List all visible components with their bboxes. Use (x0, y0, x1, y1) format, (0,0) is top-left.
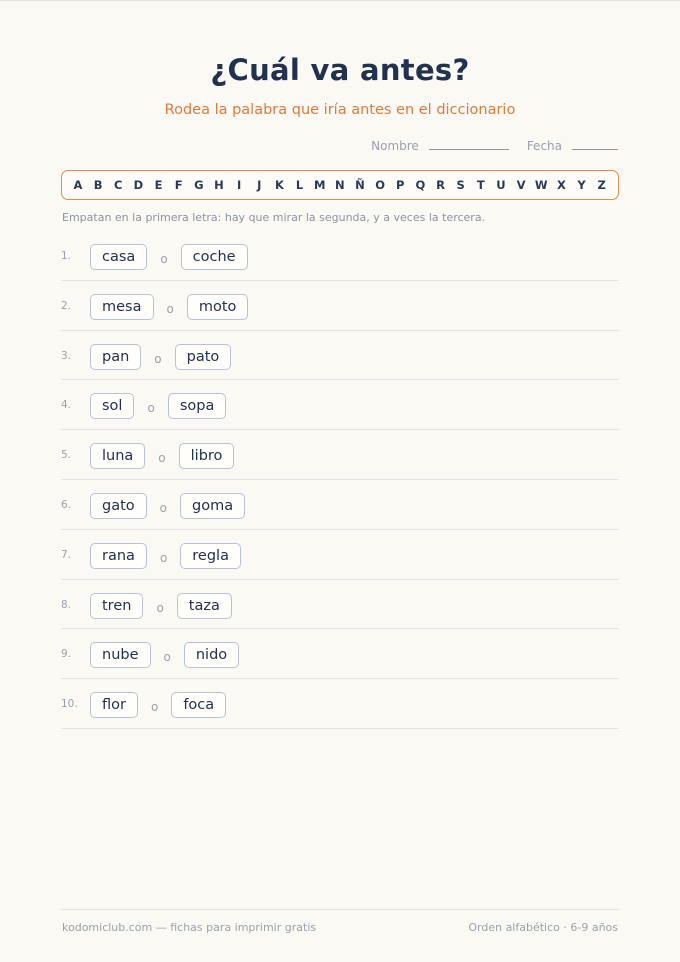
alphabet-letter: F (174, 178, 183, 192)
connector-or: o (154, 351, 162, 366)
connector-or: o (160, 252, 168, 266)
word-option-second[interactable]: moto (187, 294, 249, 320)
name-date-fields (371, 139, 618, 153)
page-subtitle: Rodea la palabra que iría antes en el diccionario (164, 102, 516, 118)
alphabet-letter: H (214, 178, 224, 192)
footer-site: kodomiclub.com — fichas para imprimir gratis (62, 921, 317, 934)
connector-or: o (159, 500, 167, 515)
exercise-number: 6. (61, 498, 72, 511)
word-option-first[interactable]: sol (90, 393, 134, 419)
alphabet-letter: C (114, 178, 123, 192)
alphabet-letter: Ñ (355, 178, 365, 192)
page-title: ¿Cuál va antes? (210, 53, 470, 87)
exercise-row (61, 629, 619, 679)
exercise-number: 10. (61, 698, 78, 711)
alphabet-letter: U (496, 178, 506, 192)
word-option-first[interactable]: tren (90, 593, 143, 619)
alphabet-letter: S (456, 178, 465, 192)
footer-topic: Orden alfabético · 6-9 años (468, 921, 618, 934)
connector-or: o (150, 700, 159, 715)
exercise-number: 8. (61, 598, 72, 611)
alphabet-letter: E (154, 178, 163, 192)
alphabet-letter: I (236, 178, 242, 192)
alphabet-letter: Q (415, 178, 426, 192)
exercise-row (61, 281, 619, 331)
footer-divider (61, 909, 619, 910)
name-label: Nombre (371, 139, 419, 153)
word-choices (90, 294, 248, 320)
word-choices (90, 642, 239, 668)
word-choices (90, 593, 232, 619)
word-option-first[interactable]: mesa (90, 294, 154, 320)
word-option-second[interactable]: taza (177, 593, 232, 619)
word-choices (90, 493, 245, 519)
connector-or: o (159, 550, 168, 565)
alphabet-letter: Z (597, 178, 606, 192)
alphabet-letter: W (534, 178, 548, 192)
exercise-list (61, 231, 619, 729)
word-option-second[interactable]: sopa (168, 393, 227, 419)
connector-or: o (158, 451, 166, 466)
word-option-second[interactable]: goma (180, 493, 245, 519)
word-choices (90, 443, 234, 469)
alphabet-letter: N (335, 178, 345, 192)
exercise-number: 4. (61, 399, 72, 412)
connector-or: o (163, 650, 171, 665)
exercise-number: 2. (61, 299, 72, 312)
alphabet-letter: G (194, 178, 204, 192)
alphabet-strip (61, 170, 619, 200)
alphabet-letter: X (556, 178, 566, 192)
exercise-number: 5. (61, 449, 72, 462)
word-option-second[interactable]: regla (180, 543, 241, 569)
date-line[interactable] (572, 140, 618, 150)
word-choices (90, 244, 248, 270)
word-choices (90, 543, 241, 569)
word-option-second[interactable]: coche (181, 244, 248, 270)
word-option-second[interactable]: foca (171, 692, 226, 718)
alphabet-letter: O (375, 178, 385, 192)
exercise-row (61, 430, 619, 480)
alphabet-letter: J (257, 178, 262, 192)
exercise-row (61, 580, 619, 630)
alphabet-letter: B (93, 178, 103, 192)
alphabet-letter: Y (577, 178, 586, 192)
word-option-second[interactable]: pato (175, 344, 232, 370)
word-option-first[interactable]: gato (90, 493, 147, 519)
date-label: Fecha (526, 139, 562, 153)
word-option-first[interactable]: flor (90, 692, 138, 718)
name-line[interactable] (429, 140, 509, 150)
exercise-row (61, 679, 619, 729)
word-option-second[interactable]: nido (184, 642, 239, 668)
exercise-row (61, 331, 619, 381)
alphabet-letter: T (476, 178, 485, 192)
exercise-number: 7. (61, 548, 72, 561)
exercise-row (61, 480, 619, 530)
exercise-number: 1. (61, 250, 72, 262)
alphabet-letter: L (295, 178, 304, 192)
connector-or: o (147, 401, 155, 416)
word-option-first[interactable]: rana (90, 543, 147, 569)
alphabet-letter: R (436, 178, 445, 192)
alphabet-letter: A (73, 178, 83, 192)
hint-text: Empatan en la primera letra: hay que mirar la segunda, y a veces la tercera. (62, 211, 486, 224)
alphabet-letter: D (133, 178, 144, 192)
word-option-first[interactable]: nube (90, 642, 151, 668)
connector-or: o (156, 600, 164, 615)
word-option-first[interactable]: pan (90, 344, 141, 370)
exercise-row (61, 231, 619, 281)
alphabet-letter: V (516, 178, 526, 192)
exercise-number: 9. (61, 648, 72, 661)
word-option-first[interactable]: luna (90, 443, 145, 469)
alphabet-letter: M (313, 178, 326, 192)
word-option-second[interactable]: libro (179, 443, 235, 469)
word-choices (90, 393, 226, 419)
exercise-number: 3. (61, 349, 72, 362)
exercise-row (61, 380, 619, 430)
alphabet-letter: P (396, 178, 405, 192)
exercise-row (61, 530, 619, 580)
connector-or: o (166, 301, 174, 316)
word-option-first[interactable]: casa (90, 244, 147, 270)
word-choices (90, 692, 226, 718)
word-choices (90, 344, 231, 370)
alphabet-letter: K (274, 178, 284, 192)
